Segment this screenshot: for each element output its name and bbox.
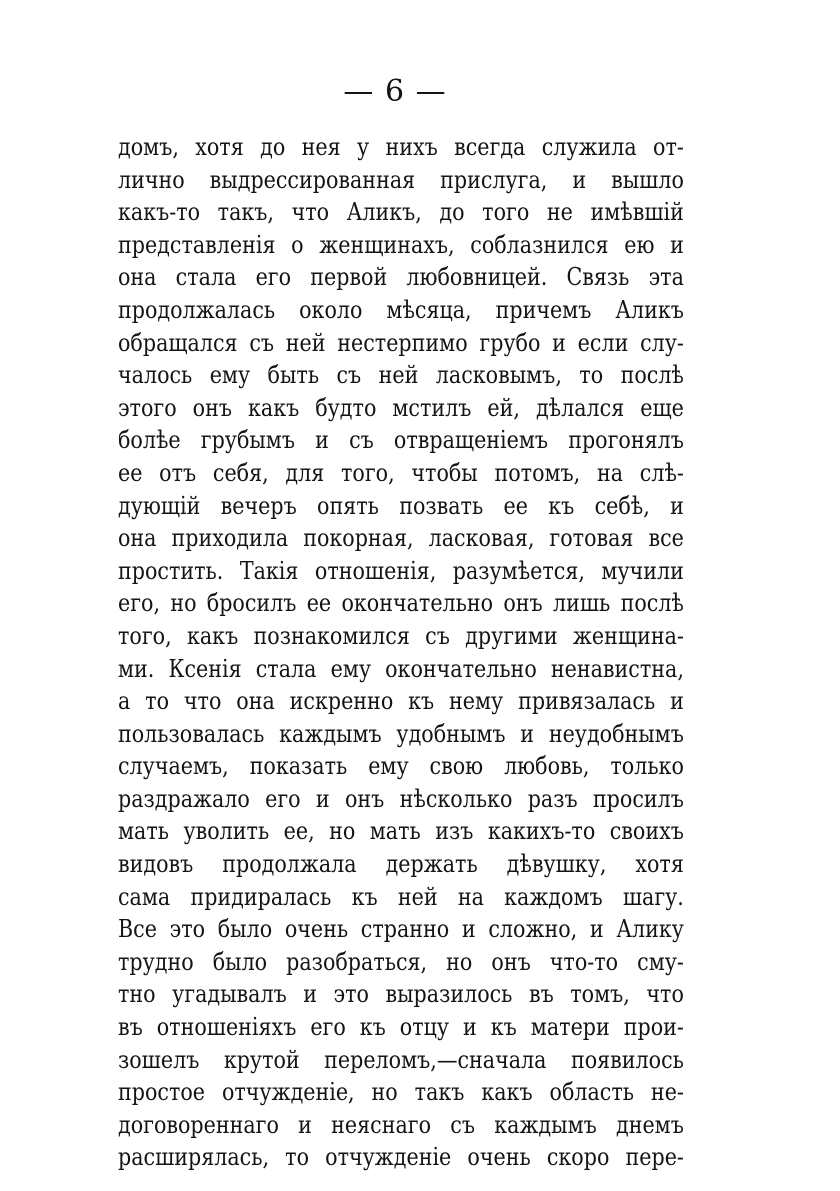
text-line: лично выдрессированная прислуга, и вышло bbox=[118, 165, 684, 194]
text-line: ми. Ксенія стала ему окончательно ненавистна, bbox=[118, 654, 684, 683]
text-line: его, но бросилъ ее окончательно онъ лишь послѣ bbox=[118, 589, 684, 618]
text-line: она приходила покорная, ласковая, готовая все bbox=[118, 524, 684, 553]
text-line: сама придиралась къ ней на каждомъ шагу. bbox=[118, 882, 684, 911]
text-line: договореннаго и неяснаго съ каждымъ днемъ bbox=[118, 1110, 684, 1139]
text-line: обращался съ ней нестерпимо грубо и если слу- bbox=[118, 328, 684, 357]
text-line: дующій вечеръ опять позвать ее къ себѣ, и bbox=[118, 491, 684, 520]
text-line: зошелъ крутой переломъ,—сначала появилось bbox=[118, 1045, 684, 1074]
text-line: представленія о женщинахъ, соблазнился ею и bbox=[118, 230, 684, 259]
text-line: а то что она искренно къ нему привязалась и bbox=[118, 687, 684, 716]
text-line: въ отношеніяхъ его къ отцу и къ матери прои- bbox=[118, 1013, 684, 1042]
text-line: того, какъ познакомился съ другими женщина- bbox=[118, 621, 684, 650]
text-line: чалось ему быть съ ней ласковымъ, то послѣ bbox=[118, 361, 684, 390]
text-line: ее отъ себя, для того, чтобы потомъ, на слѣ- bbox=[118, 458, 684, 487]
text-line: продолжалась около мѣсяца, причемъ Аликъ bbox=[118, 295, 684, 324]
text-line: этого онъ какъ будто мстилъ ей, дѣлался еще bbox=[118, 393, 684, 422]
text-line: раздражало его и онъ нѣсколько разъ просилъ bbox=[118, 784, 684, 813]
text-line: видовъ продолжала держать дѣвушку, хотя bbox=[118, 850, 684, 879]
text-line: мать уволить ее, но мать изъ какихъ-то своихъ bbox=[118, 817, 684, 846]
page-number: — 6 — bbox=[343, 74, 447, 109]
text-line: случаемъ, показать ему свою любовь, только bbox=[118, 752, 684, 781]
text-line: болѣе грубымъ и съ отвращеніемъ прогонялъ bbox=[118, 426, 684, 455]
text-line: она стала его первой любовницей. Связь эта bbox=[118, 263, 684, 292]
text-line: простить. Такія отношенія, разумѣется, мучили bbox=[118, 556, 684, 585]
text-line: простое отчужденіе, но такъ какъ область не- bbox=[118, 1078, 684, 1107]
body-text bbox=[118, 131, 684, 1174]
text-line: расширялась, то отчужденіе очень скоро пере- bbox=[118, 1143, 684, 1172]
text-line: какъ-то такъ, что Аликъ, до того не имѣвшій bbox=[118, 198, 684, 227]
text-line: пользовалась каждымъ удобнымъ и неудобнымъ bbox=[118, 719, 684, 748]
text-line: домъ, хотя до нея у нихъ всегда служила от- bbox=[118, 133, 684, 161]
text-line: Все это было очень странно и сложно, и Алику bbox=[118, 915, 684, 944]
text-line: тно угадывалъ и это выразилось въ томъ, что bbox=[118, 980, 684, 1009]
text-line: трудно было разобраться, но онъ что-то сму- bbox=[118, 947, 684, 976]
